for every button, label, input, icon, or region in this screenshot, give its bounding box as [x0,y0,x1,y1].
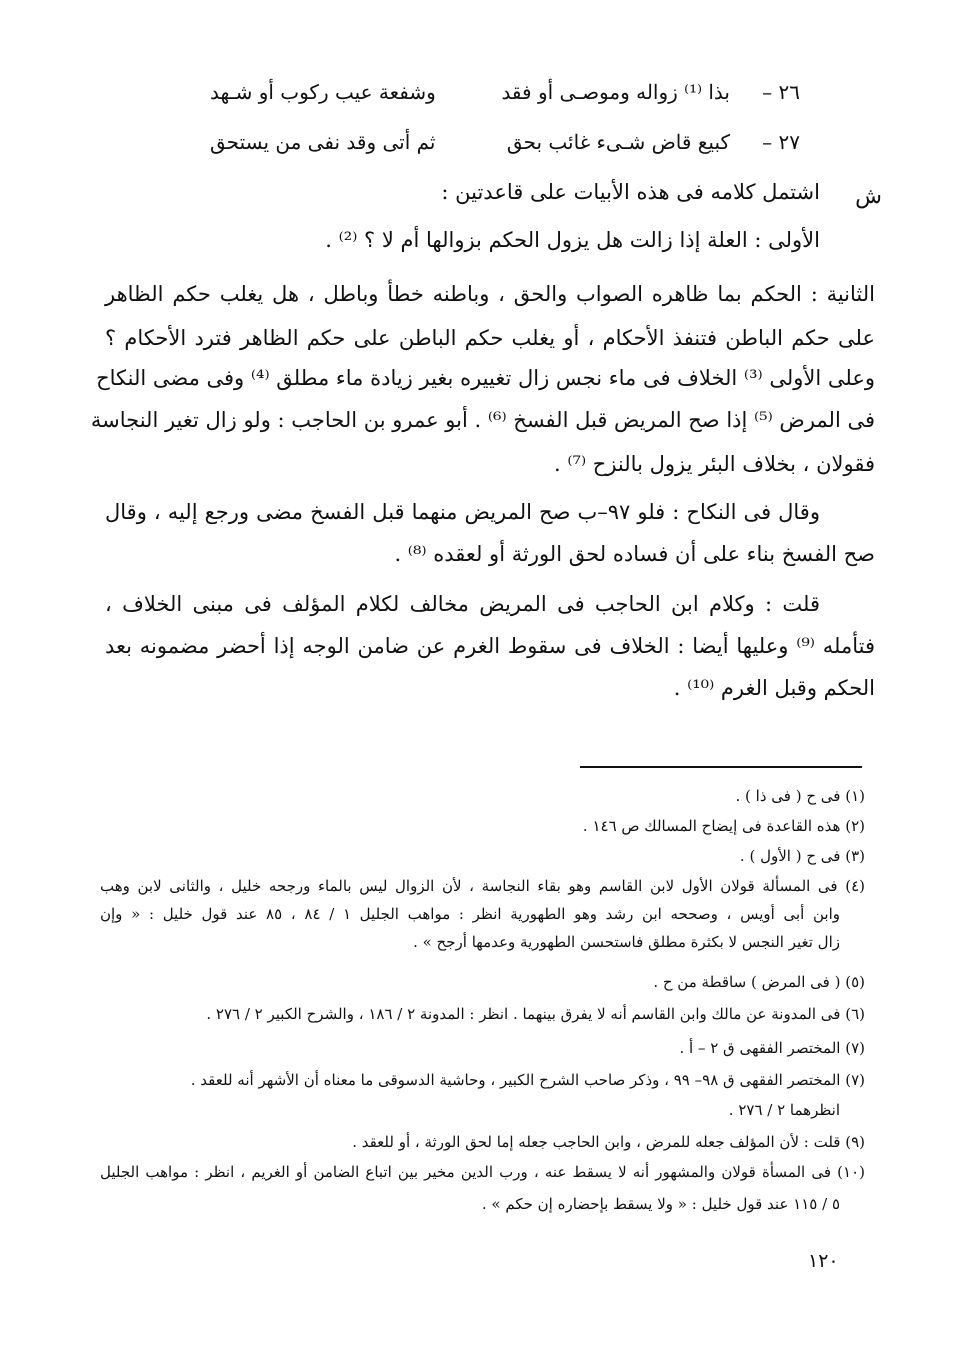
footnote: (١٠) فى المسأة قولان والمشهور أنه لا يسقط عنه ، ورب الدين مخير بين اتباع الضامن أو الغريم ، انظر : مواهب الجليل [100,1163,865,1181]
verse-hemistich-first: كبيع قاض شـىء غائب بحق [506,130,730,154]
body-line: فقولان ، بخلاف البئر يزول بالنزح ⁽⁷⁾ . [554,452,875,476]
body-line: الأولى : العلة إذا زالت هل يزول الحكم بزوالها أم لا ؟ ⁽²⁾ . [325,228,820,252]
footnote-continuation: ٥ / ١١٥ عند قول خليل : « ولا يسقط بإحضاره إن حكم » . [481,1195,840,1213]
footnote: (٢) هذه القاعدة فى إيضاح المسالك ص ١٤٦ . [582,817,865,835]
verse-26 [200,80,800,116]
body-line: الحكم وقبل الغرم ⁽¹⁰⁾ . [673,676,875,700]
body-line: اشتمل كلامه فى هذه الأبيات على قاعدتين : [441,180,820,204]
body-line: صح الفسخ بناء على أن فساده لحق الورثة أو لعقده ⁽⁸⁾ . [394,542,875,566]
verse-hemistich-second: وشفعة عيب ركوب أو شـهد [210,80,436,104]
verse-hemistich-first: بذا ⁽¹⁾ زواله وموصـى أو فقد [501,80,730,104]
footnote: (٦) فى المدونة عن مالك وابن القاسم أنه لا يفرق بينهما . انظر : المدونة ٢ / ١٨٦ ، والشرح الكبير ٢ / ٢٧٦ . [206,1005,865,1023]
footnote: (٣) فى ح ( الأول ) . [739,847,865,865]
body-line: فى المرض ⁽⁵⁾ إذا صح المريض قبل الفسخ ⁽⁶⁾ . أبو عمرو بن الحاجب : ولو زال تغير النجاسة [90,408,875,432]
body-line: الثانية : الحكم بما ظاهره الصواب والحق ، وباطنه خطأ وباطل ، هل يغلب حكم الظاهر [105,282,875,306]
commentary-marker: ش [855,184,882,209]
footnote: (٧) المختصر الفقهى ق ٢ – أ . [679,1039,865,1057]
footnote: (٤) فى المسألة قولان الأول لابن القاسم وهو بقاء النجاسة ، لأن الزوال ليس بالماء ورجحه خليل ، والثانى لابن وهب [100,877,865,895]
footnote: (٩) قلت : لأن المؤلف جعله للمرض ، وابن الحاجب جعله إما لحق الورثة ، أو للعقد . [352,1133,865,1151]
footnote-continuation: زال تغير النجس لا بكثرة مطلق فاستحسن الطهورية وعدمها أرجح » . [413,933,840,951]
page-number: ١٢٠ [808,1250,839,1272]
footnote-separator [580,766,862,768]
footnote-continuation: وابن أبى أويس ، وصححه ابن رشد وهو الطهورية انظر : مواهب الجليل ١ / ٨٤ ، ٨٥ عند قول خليل : « وإن [100,905,840,923]
verse-number: ٢٧ – [762,130,800,154]
body-line: قلت : وكلام ابن الحاجب فى المريض مخالف لكلام المؤلف فى مبنى الخلاف ، [105,592,820,616]
footnote: (٥) ( فى المرض ) ساقطة من ح . [653,973,865,991]
footnote-continuation: انظرهما ٢ / ٢٧٦ . [728,1101,840,1119]
footnote: (٧) المختصر الفقهى ق ٩٨– ٩٩ ، وذكر صاحب الشرح الكبير ، وحاشية الدسوقى ما معناه أن الأشهر أنه للعقد . [190,1071,865,1089]
verse-hemistich-second: ثم أتى وقد نفى من يستحق [210,130,436,154]
body-line: وقال فى النكاح : فلو ٩٧–ب صح المريض منهما قبل الفسخ مضى ورجع إليه ، وقال [105,500,820,524]
footnote: (١) فى ح ( فى ذا ) . [735,787,865,805]
body-line: فتأمله ⁽⁹⁾ وعليها أيضا : الخلاف فى سقوط الغرم عن ضامن الوجه إذا أحضر مضمونه بعد [105,634,875,658]
body-line: على حكم الباطن فتنفذ الأحكام ، أو يغلب حكم الباطن على حكم الظاهر فترد الأحكام ؟ [105,326,875,350]
body-line: وعلى الأولى ⁽³⁾ الخلاف فى ماء نجس زال تغييره بغير زيادة ماء مطلق ⁽⁴⁾ وفى مضى النكاح [96,366,875,390]
verse-27 [200,130,800,166]
verse-number: ٢٦ – [762,80,800,104]
